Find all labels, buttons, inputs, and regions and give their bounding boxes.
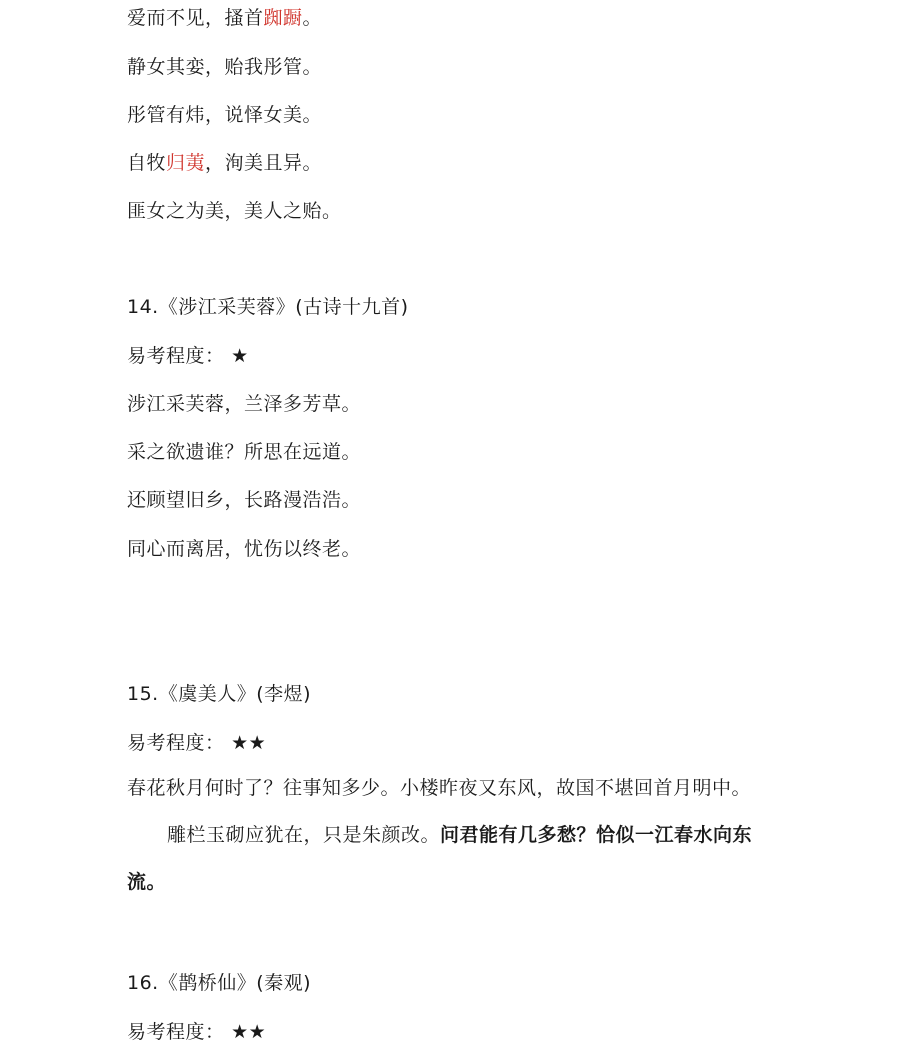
poem-line: 匪女之为美，美人之贻。 [127,200,342,222]
poem-line [127,151,322,175]
poem-text: 爱而不见，搔首 [127,7,264,29]
star-icon: ★ [231,345,249,367]
poem-title: 15.《虞美人》(李煜) [127,683,312,705]
star-icon: ★★ [231,732,267,754]
poem-line: 涉江采芙蓉，兰泽多芳草。 [127,393,362,415]
difficulty-label: 易考程度： [127,1021,225,1043]
poem-line: 同心而离居，忧伤以终老。 [127,538,362,560]
difficulty-rating [127,731,266,755]
poem-line: 还顾望旧乡，长路漫浩浩。 [127,489,362,511]
poem-text: 。 [302,7,323,29]
highlighted-word: 归荑 [166,152,206,174]
poem-line: 采之欲遗谁？所思在远道。 [127,441,362,463]
emphasized-text: 问君能有几多愁？恰似一江春水向东流。 [127,824,753,893]
difficulty-rating [127,344,249,368]
difficulty-label: 易考程度： [127,732,225,754]
poem-paragraph [127,765,787,906]
poem-text: ，洵美且异。 [205,152,323,174]
poem-line [127,6,322,30]
poem-line: 静女其娈，贻我彤管。 [127,56,323,78]
difficulty-rating [127,1020,266,1044]
star-icon: ★★ [231,1021,267,1043]
highlighted-word: 踟蹰 [263,7,303,29]
poem-line: 彤管有炜，说怿女美。 [127,104,323,126]
poem-text: 春花秋月何时了？往事知多少。小楼昨夜又东风，故国不堪回首月明中。 [127,777,752,799]
poem-text: 自牧 [127,152,167,174]
poem-text: 雕栏玉砌应犹在，只是朱颜改。 [167,824,441,846]
poem-title: 14.《涉江采芙蓉》(古诗十九首) [127,296,409,318]
difficulty-label: 易考程度： [127,345,225,367]
poem-title: 16.《鹊桥仙》(秦观) [127,972,312,994]
